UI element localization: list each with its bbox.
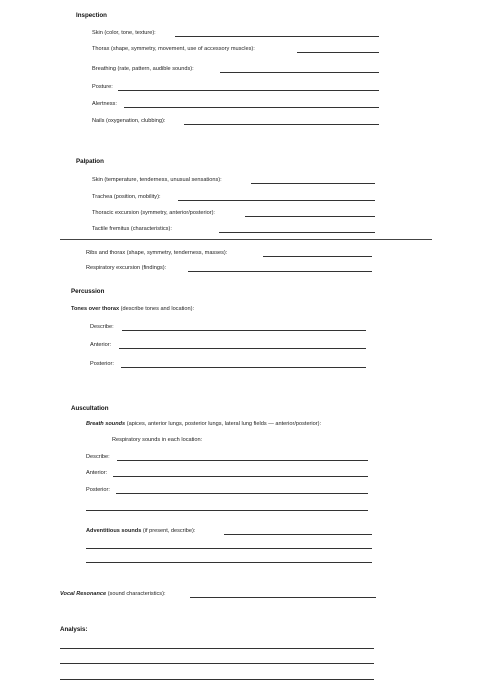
inspection-thorax-label: Thorax (shape, symmetry, movement, use of accessory muscles): bbox=[92, 46, 255, 52]
inspection-alertness-label: Alertness: bbox=[92, 101, 117, 107]
analysis-heading: Analysis: bbox=[60, 626, 88, 633]
adventitious-line bbox=[86, 528, 195, 535]
palpation-trachea-line[interactable] bbox=[178, 200, 375, 201]
percussion-posterior-line[interactable] bbox=[121, 367, 366, 368]
inspection-skin-line[interactable] bbox=[175, 36, 379, 37]
inspection-breathing-line[interactable] bbox=[220, 72, 379, 73]
analysis-line-1[interactable] bbox=[60, 648, 374, 649]
auscultation-describe-line[interactable] bbox=[117, 460, 368, 461]
percussion-heading: Percussion bbox=[71, 288, 105, 295]
inspection-posture-line[interactable] bbox=[118, 90, 379, 91]
breath-sounds-label: Breath sounds bbox=[86, 421, 126, 427]
percussion-tones-line bbox=[71, 306, 194, 313]
section-divider bbox=[60, 239, 432, 240]
auscultation-posterior-line[interactable] bbox=[116, 493, 368, 494]
inspection-heading: Inspection bbox=[76, 12, 107, 19]
adventitious-line-3[interactable] bbox=[86, 562, 372, 563]
percussion-anterior-label: Anterior: bbox=[90, 342, 112, 348]
palpation-excursion-label: Thoracic excursion (symmetry, anterior/posterior): bbox=[92, 210, 215, 216]
auscultation-posterior-label: Posterior: bbox=[86, 487, 110, 493]
palpation-excursion-line[interactable] bbox=[245, 216, 375, 217]
inspection-nails-line[interactable] bbox=[184, 124, 379, 125]
adventitious-line-2[interactable] bbox=[86, 548, 372, 549]
palpation-ribs-line[interactable] bbox=[263, 256, 372, 257]
percussion-anterior-line[interactable] bbox=[119, 348, 366, 349]
auscultation-extra-line[interactable] bbox=[86, 510, 368, 511]
palpation-fremitus-label: Tactile fremitus (characteristics): bbox=[92, 226, 172, 232]
palpation-resp-excursion-label: Respiratory excursion (findings): bbox=[86, 265, 167, 271]
breath-sounds-line bbox=[86, 421, 321, 428]
percussion-tones-label: Tones over thorax bbox=[71, 306, 120, 312]
percussion-describe-line[interactable] bbox=[122, 330, 366, 331]
palpation-resp-excursion-line[interactable] bbox=[188, 271, 372, 272]
auscultation-heading: Auscultation bbox=[71, 405, 109, 412]
auscultation-describe-label: Describe: bbox=[86, 454, 110, 460]
analysis-line-2[interactable] bbox=[60, 663, 374, 664]
percussion-describe-label: Describe: bbox=[90, 324, 114, 330]
analysis-line-3[interactable] bbox=[60, 679, 374, 680]
adventitious-label: Adventitious sounds bbox=[86, 528, 142, 534]
adventitious-line-1[interactable] bbox=[224, 534, 372, 535]
vocal-resonance-note: (sound characteristics): bbox=[107, 591, 166, 597]
inspection-nails-label: Nails (oxygenation, clubbing): bbox=[92, 118, 166, 124]
percussion-tones-note: (describe tones and location): bbox=[120, 306, 195, 312]
percussion-posterior-label: Posterior: bbox=[90, 361, 114, 367]
inspection-posture-label: Posture: bbox=[92, 84, 113, 90]
palpation-ribs-label: Ribs and thorax (shape, symmetry, tenderness, masses): bbox=[86, 250, 228, 256]
adventitious-note: (if present, describe): bbox=[142, 528, 196, 534]
inspection-alertness-line[interactable] bbox=[124, 107, 379, 108]
breath-sounds-note: (apices, anterior lungs, posterior lungs, lateral lung fields — anterior/posterior): bbox=[126, 421, 322, 427]
palpation-skin-label: Skin (temperature, tenderness, unusual sensations): bbox=[92, 177, 222, 183]
auscultation-anterior-line[interactable] bbox=[113, 476, 368, 477]
inspection-breathing-label: Breathing (rate, pattern, audible sounds): bbox=[92, 66, 194, 72]
vocal-resonance-label: Vocal Resonance bbox=[60, 591, 107, 597]
vocal-resonance-line bbox=[60, 591, 166, 598]
inspection-thorax-line[interactable] bbox=[297, 52, 379, 53]
vocal-resonance-input-line[interactable] bbox=[190, 597, 376, 598]
palpation-skin-line[interactable] bbox=[251, 183, 375, 184]
inspection-skin-label: Skin (color, tone, texture): bbox=[92, 30, 156, 36]
each-location-label: Respiratory sounds in each location: bbox=[112, 437, 203, 443]
palpation-heading: Palpation bbox=[76, 158, 104, 165]
palpation-trachea-label: Trachea (position, mobility): bbox=[92, 194, 161, 200]
auscultation-anterior-label: Anterior: bbox=[86, 470, 108, 476]
palpation-fremitus-line[interactable] bbox=[219, 232, 375, 233]
